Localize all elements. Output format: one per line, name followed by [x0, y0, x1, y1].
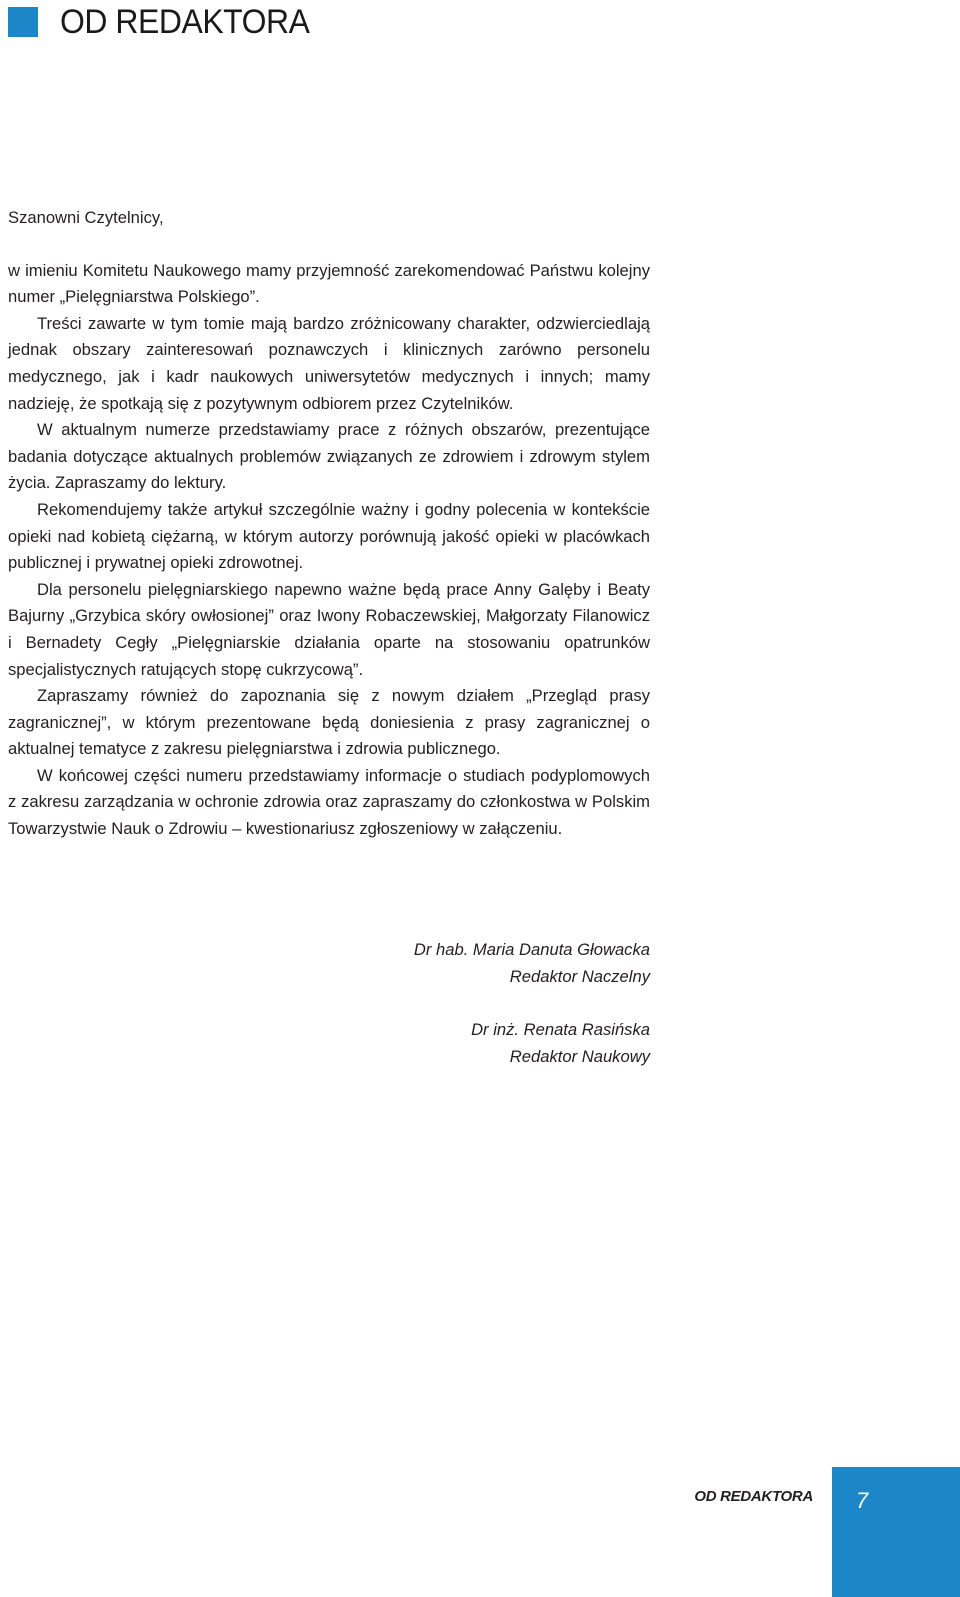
letter-greeting: Szanowni Czytelnicy, — [8, 208, 164, 227]
letter-paragraph: Treści zawarte w tym tomie mają bardzo zróżnicowany charakter, odzwierciedlają jednak obszary zainteresowań poznawczych i klinicznych zarówno personelu medycznego, jak i kadr naukowych uniwersytetów medycznych i innych; mamy nadzieję, że spotkają się z pozytywnym odbiorem przez Czytelników. — [8, 313, 650, 413]
signature-scientific-editor — [8, 1017, 650, 1070]
letter-paragraph: Dla personelu pielęgniarskiego napewno ważne będą prace Anny Galęby i Beaty Bajurny „Grzybica skóry owłosionej” oraz Iwony Robaczewskiej, Małgorzaty Filanowicz i Bernadety Cegły „Pielęgniarskie działania oparte na stosowaniu opatrunków specjalistycznych ratujących stopę cukrzycową”. — [8, 579, 650, 679]
page-title: OD REDAKTORA — [60, 3, 310, 41]
signature-name: Dr hab. Maria Danuta Głowacka — [413, 940, 650, 959]
letter-paragraph: Rekomendujemy także artykuł szczególnie ważny i godny polecenia w kontekście opieki nad kobietą ciężarną, w którym autorzy porównują jakość opieki w placówkach publicznej i prywatnej opieki zdrowotnej. — [8, 499, 650, 573]
letter-paragraph: w imieniu Komitetu Naukowego mamy przyjemność zarekomendować Państwu kolejny numer „Pielęgniarstwa Polskiego”. — [8, 260, 650, 307]
page-header — [8, 4, 325, 40]
letter-body — [8, 205, 650, 843]
signature-editor-in-chief — [8, 937, 650, 990]
footer-section-label: OD REDAKTORA — [694, 1488, 813, 1505]
letter-paragraph: W końcowej części numeru przedstawiamy informacje o studiach podyplomowych z zakresu zarządzania w ochronie zdrowia oraz zapraszamy do członkostwa w Polskim Towarzystwie Nauk o Zdrowiu – kwestionariusz zgłoszeniowy w załączeniu. — [8, 765, 650, 839]
letter-paragraph: Zapraszamy również do zapoznania się z nowym działem „Przegląd prasy zagranicznej”, w którym prezentowane będą doniesienia z prasy zagranicznej o aktualnej tematyce z zakresu pielęgniarstwa i zdrowia publicznego. — [8, 686, 650, 759]
page-number: 7 — [856, 1488, 869, 1513]
header-accent-square — [8, 7, 38, 37]
letter-paragraph: W aktualnym numerze przedstawiamy prace z różnych obszarów, prezentujące badania dotyczące aktualnych problemów związanych ze zdrowiem i zdrowym stylem życia. Zapraszamy do lektury. — [8, 420, 650, 493]
footer-page-box — [832, 1467, 960, 1597]
signature-role: Redaktor Naukowy — [509, 1046, 650, 1066]
signature-name: Dr inż. Renata Rasińska — [471, 1020, 650, 1039]
signature-role: Redaktor Naczelny — [509, 966, 650, 986]
